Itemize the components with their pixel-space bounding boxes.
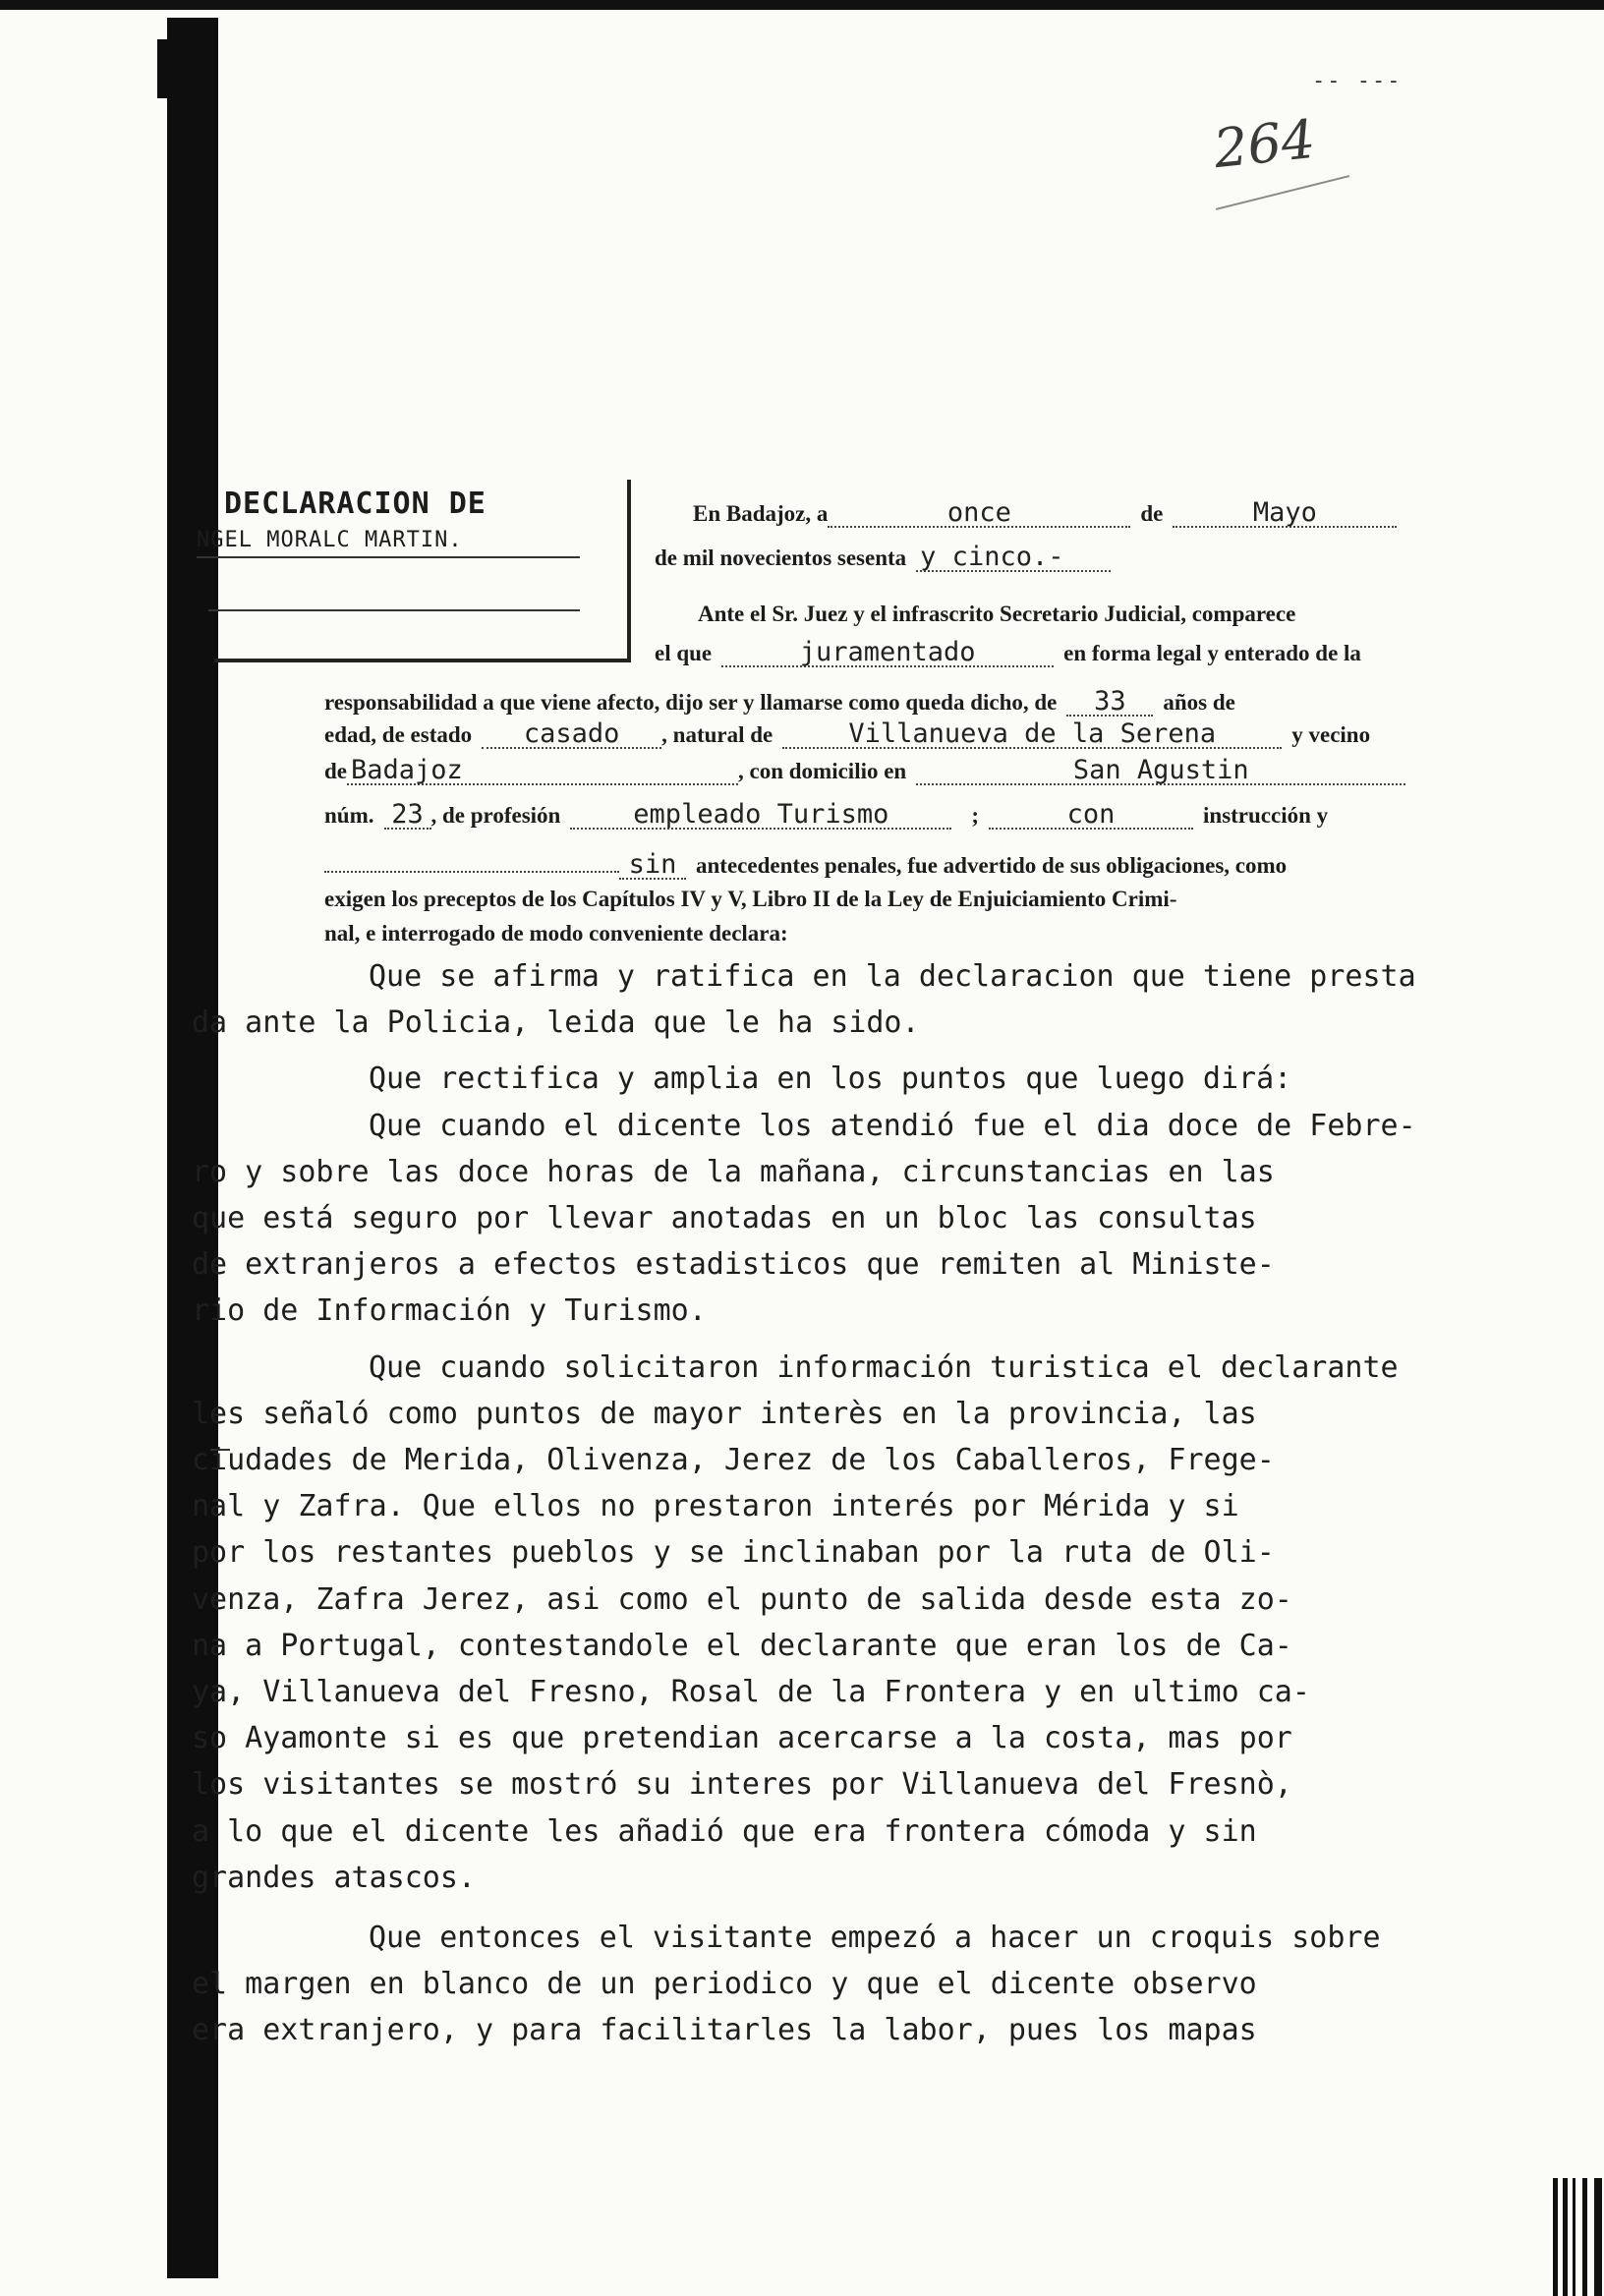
top-mark: -- --- <box>1312 69 1403 93</box>
form-line-oath <box>655 639 1361 667</box>
folio-number: 264 <box>1210 107 1319 181</box>
oath-field: juramentado <box>721 639 1054 667</box>
declaration-title: DECLARACION DE <box>224 487 487 521</box>
el-que-label: el que <box>655 641 713 665</box>
form-line-antecedentes <box>324 851 1287 880</box>
de-label: de <box>1140 501 1164 526</box>
month-field: Mayo <box>1173 499 1397 528</box>
num-field: 23 <box>384 801 431 830</box>
de-vecino-label: de <box>324 759 347 783</box>
folio-stroke <box>1216 175 1349 210</box>
title-blank-line <box>208 609 580 611</box>
instruccion-label: instrucción y <box>1203 803 1329 828</box>
age-suffix: años de <box>1163 690 1235 715</box>
exigen-text: exigen los preceptos de los Capítulos IV y V, Libro II de la Ley de Enjuiciamiento Crimi- <box>324 887 1177 911</box>
antecedentes-field: sin <box>619 851 686 880</box>
paragraph-4: Que cuando solicitaron información turistica el declarante les señaló como puntos de mayor interès en la provincia, las ciudades de Merida, Olivenza, Jerez de los Caballeros, Frege- nal y Zafra. Que ellos no prestaron interés por Mérida y si por los restantes pueblos y se inclinaban por la ruta de Oli- venza, Zafra Jerez, asi como el punto de salida desde esta zo- na a Portugal, contestandole el declarante que eran los de Ca- ya, Villanueva del Fresno, Rosal de la Frontera y en ultimo ca- so Ayamonte si es que pretendian acercarse a la costa, mas por los visitantes se mostró su interes por Villanueva del Fresnò, a lo que el dicente les añadió que era frontera cómoda y sin grandes atascos. <box>192 1349 1399 1895</box>
declaration-body <box>192 953 1469 2054</box>
profesion-field: empleado Turismo <box>570 801 951 830</box>
estado-label: edad, de estado <box>324 722 473 747</box>
paragraph-3: Que cuando el dicente los atendió fue el dia doce de Febre- ro y sobre las doce horas de la mañana, circunstancias en las que está seguro por llevar anotadas en un bloc las consultas de extranjeros a efectos estadisticos que remiten al Ministe- rio de Información y Turismo. <box>192 1108 1416 1329</box>
form-line-age <box>324 688 1235 717</box>
city-label: En Badajoz, a <box>693 501 829 526</box>
form-line-exigen <box>324 887 1176 912</box>
age-field: 33 <box>1066 688 1153 717</box>
year-label: de mil novecientos sesenta <box>655 545 907 570</box>
natural-label: , natural de <box>661 722 773 747</box>
profesion-label: , de profesión <box>430 803 561 828</box>
year-field: y cinco.- <box>916 544 1111 572</box>
form-line-judge <box>698 602 1295 627</box>
binding-notch <box>157 39 171 98</box>
vecino-field: Badajoz <box>347 757 738 785</box>
form-line-domicilio <box>324 757 1405 785</box>
day-field: once <box>828 499 1130 528</box>
antecedentes-text: antecedentes penales, fue advertido de sus obligaciones, como <box>696 853 1288 878</box>
instruccion-field: con <box>989 801 1193 830</box>
form-line-declara <box>324 921 788 947</box>
paragraph-2: Que rectifica y amplia en los puntos que luego dirá: <box>369 1062 1292 1097</box>
form-line-profesion: núm. 23 , de profesión empleado Turismo ; con instrucción y <box>324 799 1329 830</box>
paragraph-1: Que se afirma y ratifica en la declaracion que tiene presta da ante la Policia, leida que le ha sido. <box>192 959 1416 1041</box>
binding-spine <box>167 18 218 2278</box>
estado-field: casado <box>482 720 661 749</box>
num-label: núm. <box>324 803 374 828</box>
form-line-year <box>655 544 1111 572</box>
form-line-estado <box>324 720 1370 749</box>
declara-text: nal, e interrogado de modo conveniente declara: <box>324 921 788 946</box>
page-top-border <box>0 0 1604 10</box>
edge-bars <box>1549 2178 1604 2296</box>
judge-text: Ante el Sr. Juez y el infrascrito Secretario Judicial, comparece <box>698 602 1296 626</box>
paragraph-5: Que entonces el visitante empezó a hacer un croquis sobre el margen en blanco de un periodico y que el dicente observo era extranjero, y para facilitarles la labor, pues los mapas <box>192 1921 1381 2048</box>
oath-text: en forma legal y enterado de la <box>1063 641 1361 665</box>
domicilio-field: San Agustin <box>916 757 1405 785</box>
domicilio-label: , con domicilio en <box>738 759 907 783</box>
declarant-name: NGEL MORALC MARTIN. <box>197 528 580 558</box>
form-line-date <box>693 499 1397 528</box>
vecino-label: y vecino <box>1291 722 1371 747</box>
responsibility-text: responsabilidad a que viene afecto, dijo ser y llamarse como queda dicho, de <box>324 690 1058 715</box>
natural-field: Villanueva de la Serena <box>782 720 1282 749</box>
